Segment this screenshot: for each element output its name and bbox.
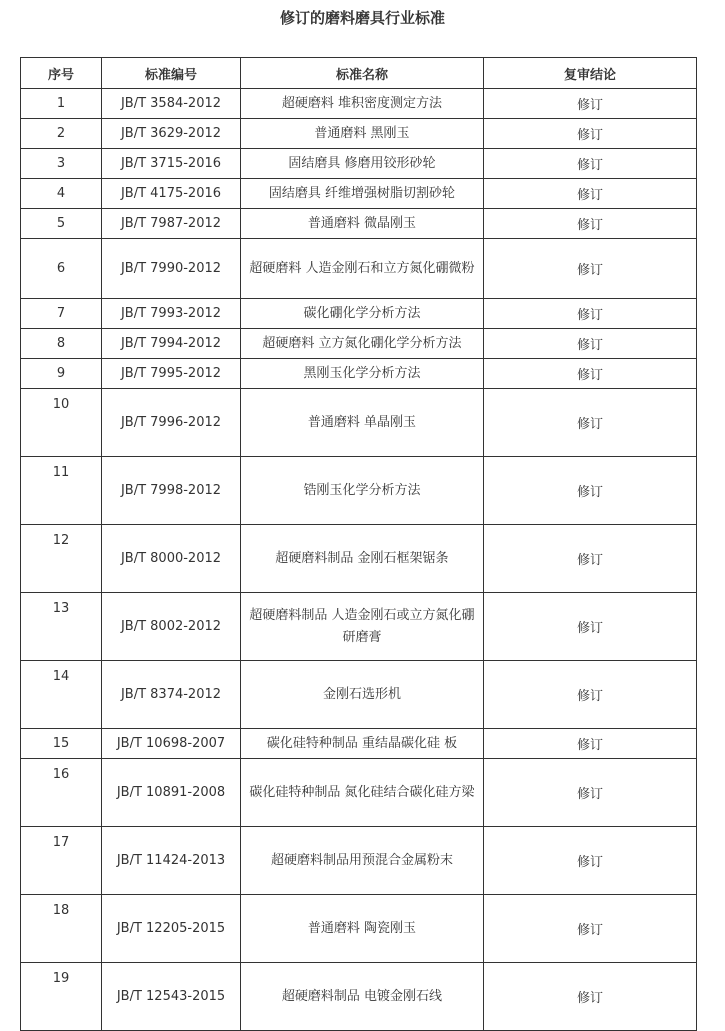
cell-code: JB/T 7987-2012 [102,209,241,239]
table-row [21,209,697,239]
cell-code: JB/T 12543-2015 [102,963,241,1031]
table-row [21,299,697,329]
cell-name: 锆刚玉化学分析方法 [241,457,484,525]
cell-conclusion: 修订 [484,239,697,299]
cell-name: 普通磨料 陶瓷刚玉 [241,895,484,963]
cell-conclusion: 修订 [484,895,697,963]
cell-code: JB/T 11424-2013 [102,827,241,895]
cell-conclusion: 修订 [484,457,697,525]
cell-code: JB/T 7998-2012 [102,457,241,525]
cell-name: 碳化硅特种制品 氮化硅结合碳化硅方梁 [241,759,484,827]
table-row [21,89,697,119]
cell-seq: 4 [21,179,102,209]
table-row [21,179,697,209]
cell-name: 超硬磨料制品 金刚石框架锯条 [241,525,484,593]
cell-conclusion: 修订 [484,299,697,329]
cell-name: 碳化硅特种制品 重结晶碳化硅 板 [241,729,484,759]
table-row [21,827,697,895]
header-seq: 序号 [21,58,102,89]
cell-seq: 3 [21,149,102,179]
cell-name: 超硬磨料制品 人造金刚石或立方氮化硼研磨膏 [241,593,484,661]
cell-conclusion: 修订 [484,209,697,239]
cell-code: JB/T 10891-2008 [102,759,241,827]
cell-code: JB/T 7993-2012 [102,299,241,329]
standards-table [20,57,697,1031]
cell-name: 普通磨料 黑刚玉 [241,119,484,149]
cell-conclusion: 修订 [484,329,697,359]
cell-seq: 8 [21,329,102,359]
cell-code: JB/T 4175-2016 [102,179,241,209]
cell-name: 普通磨料 微晶刚玉 [241,209,484,239]
cell-conclusion: 修订 [484,89,697,119]
cell-conclusion: 修订 [484,359,697,389]
cell-seq: 2 [21,119,102,149]
cell-code: JB/T 7994-2012 [102,329,241,359]
cell-name: 黑刚玉化学分析方法 [241,359,484,389]
cell-seq: 13 [21,593,102,661]
cell-code: JB/T 10698-2007 [102,729,241,759]
header-code: 标准编号 [102,58,241,89]
cell-conclusion: 修订 [484,119,697,149]
cell-conclusion: 修订 [484,759,697,827]
cell-code: JB/T 3584-2012 [102,89,241,119]
cell-seq: 17 [21,827,102,895]
table-row [21,525,697,593]
cell-name: 碳化硼化学分析方法 [241,299,484,329]
cell-seq: 12 [21,525,102,593]
cell-name: 超硬磨料制品用预混合金属粉末 [241,827,484,895]
cell-seq: 11 [21,457,102,525]
cell-code: JB/T 7996-2012 [102,389,241,457]
table-row [21,759,697,827]
cell-name: 普通磨料 单晶刚玉 [241,389,484,457]
cell-code: JB/T 3629-2012 [102,119,241,149]
cell-name: 超硬磨料 立方氮化硼化学分析方法 [241,329,484,359]
cell-conclusion: 修订 [484,149,697,179]
cell-seq: 6 [21,239,102,299]
page-title: 修订的磨料磨具行业标准 [279,9,445,27]
cell-seq: 18 [21,895,102,963]
cell-code: JB/T 8002-2012 [102,593,241,661]
header-conclusion: 复审结论 [484,58,697,89]
cell-seq: 15 [21,729,102,759]
cell-seq: 16 [21,759,102,827]
table-row [21,963,697,1031]
cell-name: 超硬磨料 人造金刚石和立方氮化硼微粉 [241,239,484,299]
table-row [21,389,697,457]
table-row [21,457,697,525]
header-name: 标准名称 [241,58,484,89]
table-row [21,329,697,359]
cell-seq: 9 [21,359,102,389]
cell-name: 固结磨具 修磨用铰形砂轮 [241,149,484,179]
table-row [21,661,697,729]
cell-code: JB/T 7990-2012 [102,239,241,299]
cell-code: JB/T 8000-2012 [102,525,241,593]
cell-code: JB/T 12205-2015 [102,895,241,963]
cell-seq: 10 [21,389,102,457]
cell-seq: 7 [21,299,102,329]
cell-name: 超硬磨料 堆积密度测定方法 [241,89,484,119]
cell-name: 金刚石选形机 [241,661,484,729]
table-row [21,119,697,149]
cell-name: 超硬磨料制品 电镀金刚石线 [241,963,484,1031]
cell-conclusion: 修订 [484,729,697,759]
cell-conclusion: 修订 [484,963,697,1031]
cell-conclusion: 修订 [484,525,697,593]
cell-conclusion: 修订 [484,827,697,895]
cell-name: 固结磨具 纤维增强树脂切割砂轮 [241,179,484,209]
table-row [21,239,697,299]
cell-seq: 14 [21,661,102,729]
table-row [21,895,697,963]
table-row [21,149,697,179]
cell-conclusion: 修订 [484,661,697,729]
cell-seq: 19 [21,963,102,1031]
cell-code: JB/T 7995-2012 [102,359,241,389]
cell-seq: 1 [21,89,102,119]
table-row [21,359,697,389]
table-row [21,729,697,759]
table-header-row [21,58,697,89]
cell-conclusion: 修订 [484,179,697,209]
cell-code: JB/T 8374-2012 [102,661,241,729]
cell-seq: 5 [21,209,102,239]
cell-conclusion: 修订 [484,593,697,661]
cell-code: JB/T 3715-2016 [102,149,241,179]
cell-conclusion: 修订 [484,389,697,457]
table-row [21,593,697,661]
